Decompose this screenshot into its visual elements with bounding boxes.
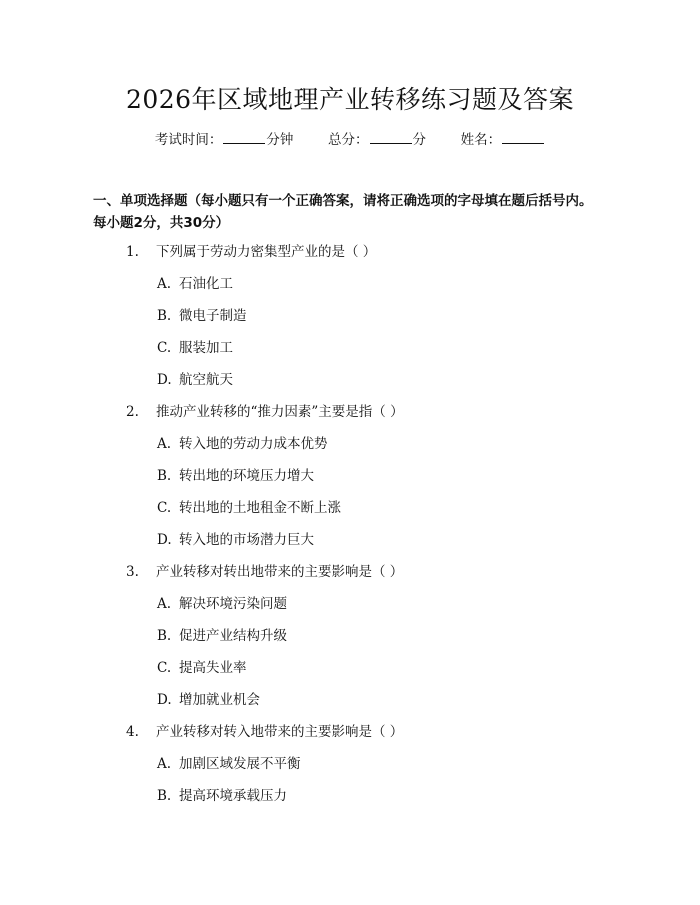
option-text: 微电子制造: [179, 308, 247, 324]
option-4b: [157, 786, 287, 806]
question-text: 推动产业转移的“推力因素”主要是指（ ）: [156, 404, 404, 420]
option-3b: [157, 626, 287, 646]
score-unit: 分: [412, 132, 426, 148]
option-1b: [157, 306, 247, 326]
option-letter: A.: [157, 756, 172, 772]
option-text: 石油化工: [179, 276, 233, 292]
option-1c: [157, 338, 233, 358]
question-text: 产业转移对转入地带来的主要影响是（ ）: [156, 724, 404, 740]
option-2c: [157, 498, 341, 518]
option-letter: A.: [157, 596, 172, 612]
option-2b: [157, 466, 314, 486]
question-2: [126, 402, 404, 422]
option-text: 增加就业机会: [179, 692, 260, 708]
name-blank: [502, 130, 544, 144]
question-number: 3.: [126, 564, 139, 580]
time-label: 考试时间：: [154, 132, 223, 148]
option-letter: C.: [157, 660, 172, 676]
question-1: [126, 242, 376, 262]
question-number: 4.: [126, 724, 139, 740]
page-title: 2026年区域地理产业转移练习题及答案: [125, 85, 575, 114]
question-text: 产业转移对转出地带来的主要影响是（ ）: [156, 564, 404, 580]
question-3: [126, 562, 403, 582]
option-letter: B.: [157, 308, 172, 324]
option-letter: B.: [157, 628, 172, 644]
option-text: 提高失业率: [179, 660, 247, 676]
option-text: 航空航天: [179, 372, 233, 388]
option-text: 转入地的劳动力成本优势: [179, 436, 328, 452]
option-text: 加剧区域发展不平衡: [179, 756, 301, 772]
score-blank: [370, 130, 412, 144]
option-letter: A.: [157, 436, 172, 452]
option-letter: D.: [157, 692, 172, 708]
option-text: 服装加工: [179, 340, 233, 356]
option-text: 促进产业结构升级: [179, 628, 287, 644]
option-2a: [157, 434, 328, 454]
section-heading: 一、单项选择题（每小题只有一个正确答案，请将正确选项的字母填在题后括号内。每小题2分，共30分）: [93, 193, 593, 231]
time-unit: 分钟: [266, 132, 294, 148]
option-4a: [157, 754, 301, 774]
option-3a: [157, 594, 287, 614]
option-text: 转入地的市场潜力巨大: [179, 532, 314, 548]
option-3c: [157, 658, 247, 678]
option-text: 转出地的环境压力增大: [179, 468, 314, 484]
option-2d: [157, 530, 314, 550]
option-letter: B.: [157, 788, 172, 804]
name-label: 姓名：: [460, 132, 502, 148]
option-text: 转出地的土地租金不断上涨: [179, 500, 341, 516]
option-letter: D.: [157, 372, 172, 388]
option-letter: B.: [157, 468, 172, 484]
question-number: 1.: [126, 244, 139, 260]
option-text: 解决环境污染问题: [179, 596, 287, 612]
option-text: 提高环境承载压力: [179, 788, 287, 804]
option-letter: C.: [157, 340, 172, 356]
question-number: 2.: [126, 404, 139, 420]
option-letter: D.: [157, 532, 172, 548]
option-letter: A.: [157, 276, 172, 292]
option-1a: [157, 274, 233, 294]
score-label: 总分：: [328, 132, 369, 148]
option-letter: C.: [157, 500, 172, 516]
question-4: [126, 722, 403, 742]
question-text: 下列属于劳动力密集型产业的是（ ）: [156, 244, 377, 260]
exam-info-line: [0, 130, 700, 150]
time-blank: [223, 130, 265, 144]
option-1d: [157, 370, 233, 390]
option-3d: [157, 690, 260, 710]
